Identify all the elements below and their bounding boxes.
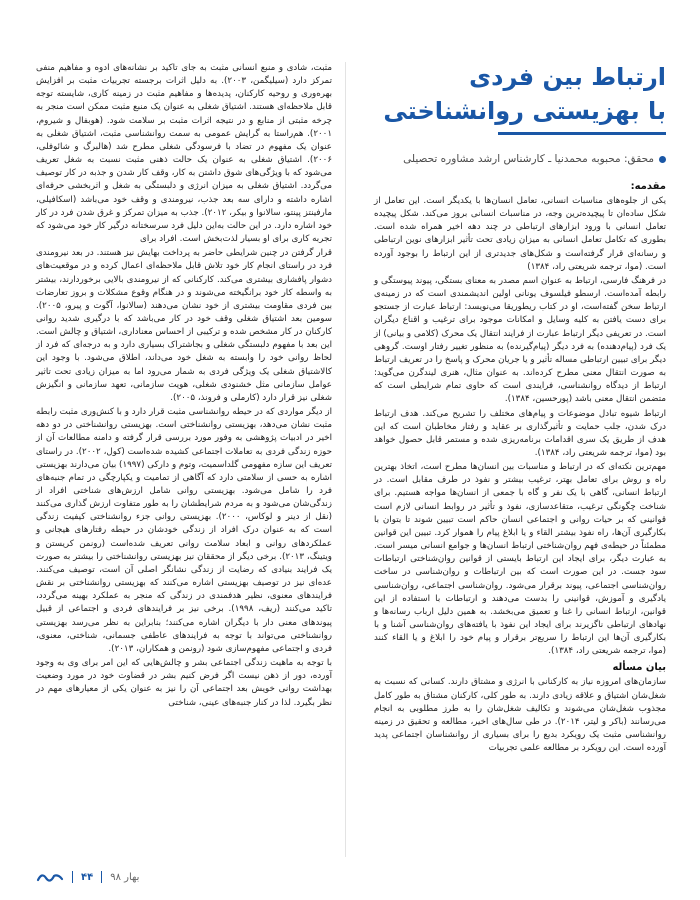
- body-paragraph: از دیگر مواردی که در حیطه روانشناسی مثبت قرار دارد و با کنش‌وری مثبت رابطه مثبت نشان می‌دهد، بهزیستی روانشناختی است. بهزیستی روانشناختی در دو دهه اخیر در ادبیات پژوهشی به وفور مورد بررسی قرار گرفته و دامنه مطالعات آن از حوزه زندگی فردی به تعاملات اجتماعی کشیده شده‌است (کول، ۲۰۰۲). در راستای تعریف این سازه مفهومی گلداسمیت، وتوم و دارکی (۱۹۹۷) بیان می‌دارند بهزیستی اشاره به حسی از سلامتی دارد که آگاهی از تمامیت و یکپارچگی در تمام جنبه‌های فرد را شامل می‌شود. بهزیستی روانی شامل ارزش‌های شناختی افراد از زندگی‌شان می‌شود و به مردم شرایطشان را به طور متفاوت ارزش گذاری می‌کنند (نقل از دینر و لوکاس، ۲۰۰۰). بهزیستی روانی جزء روانشناختی کیفیت زندگی است که به عنوان درک افراد از زندگی خودشان در حیطه رفتارهای هیجانی و عملکردهای روانی و ابعاد سلامت روانی تعریف شده‌است (رونمن کریستن و ویتینگ، ۲۰۱۳). برخی دیگر از محققان نیز بهزیستی روانشناختی را بیشتر به صورت یک فرایند بنیادی که رضایت از زندگی نشانگر اصلی آن است، توصیف می‌کنند. عده‌ای نیز در توصیف بهزیستی اشاره می‌کنند که بهزیستی روانشناختی بر نقش فرایندهای معنوی، نظیر هدفمندی در زندگی که منجر به عملکرد بهینه می‌گردد، تاکید می‌کنند (ریف، ۱۹۹۸). برخی نیز بر فرایندهای فردی و اجتماعی از قبیل پیوندهای معنی دار با دیگران اشاره می‌کنند؛ بنابراین به نظر می‌رسد بهزیستی روانشناختی می‌تواند با توجه به فرایندهای عاطفی جسمانی، شناختی، معنوی، فردی و اجتماعی مفهوم‌سازی شود (رونمن و همکاران، ۲۰۱۳).: [36, 407, 332, 654]
- column-divider: [345, 62, 346, 857]
- left-column: [36, 62, 332, 711]
- bullet-icon: [659, 156, 666, 163]
- intro-paragraph: ارتباط شیوه تبادل موضوعات و پیام‌های مختلف را تشریح می‌کند. هدف ارتباط درک شدن، جلب حمایت و تأثیرگذاری بر عقاید و رفتار مخاطبان است که این هدف از طریق یک سری اقدامات برنامه‌ریزی شده و مستمر قابل حصول خواهد بود (موا، ترجمه شریعتی راد، ۱۳۸۴).: [374, 408, 666, 458]
- article-title-block: [374, 60, 666, 141]
- page-number: ۴۴: [81, 871, 94, 883]
- footer-separator: [101, 871, 102, 883]
- intro-paragraph: مهم‌ترین نکته‌ای که در ارتباط و مناسبات بین انسان‌ها مطرح است، اتخاذ بهترین راه و روش برای تعامل بهتر، ترغیب بیشتر و نفوذ در طرف مقابل است. در ارتباط انسانی، گاهی با یک نفر و گاه با جمعی از انسان‌ها مواجه هستیم. برای شناخت چگونگی ترغیب، متقاعدسازی، نفوذ و تأثیر در روابط انسانی لازم است قوانینی که بر حیات روانی و اجتماعی انسان حاکم است تبیین شوند تا بتوان با بکارگیری آن‌ها، راه نفوذ بیشتر القاء و یا ابلاغ پیام را هموار کرد. تبیین این قوانین مطمئناً در حیطه‌ی فهم روان‌شناختی ارتباط انسان‌ها و جوامع انسانی میسر است. به عبارت دیگر، برای ایجاد این ارتباط بایستی از قوانین روان‌شناختی ارتباطات سود جست. در این صورت است که بین ارتباطات و روان‌شناسی در ساخت روان‌شناسی اجتماعی، پیوند برقرار می‌شود. روان‌شناسی اجتماعی، روان‌شناسی یادگیری و آموزش، قوانینی را بدست می‌دهند و ارتباطات با استفاده از این قوانین، ارتباط انسانی را غنا و تعمیق می‌بخشد. به همین دلیل ارباب رسانه‌ها و نهادهای ارتباطی ناگزیرند برای ایجاد این نفوذ با یافته‌های روان‌شناسی آشنا و با بکارگیری آن‌ها این ارتباط را سریع‌تر برقرار و پیام خود را ابلاغ و یا القاء کنند (موا، ترجمه شریعتی راد، ۱۳۸۴).: [374, 462, 666, 657]
- issue-label: بهار ۹۸: [110, 871, 140, 883]
- intro-paragraph: در فرهنگ فارسی، ارتباط به عنوان اسم مصدر به معنای بستگی، پیوند پیوستگی و رابطه آمده‌است. ارسطو فیلسوف یونانی اولین اندیشمندی است که در زمینه‌ی ارتباط سخن گفته‌است، او در کتاب ریطوریقا می‌نویسد: ارتباط عبارت از جستجو برای دست یافتن به کلیه وسایل و امکانات موجود برای ترغیب و اقناع دیگران است. در تعریفی دیگر ارتباط عبارت از فرایند انتقال یک محرک (کلامی و بیانی) از یک فرد (پیام‌دهنده) به فرد دیگر (پیام‌گیرنده) به منظور تغییر رفتار اوست. گروهی دیگر برای تبیین ارتباطی مساله تأثیر و یا جریان محرک و پاسخ را در تعریف ارتباط به صورت انتقال معنی مطرح کرده‌اند. به عنوان مثال، هنری لیندگرن می‌گوید: ارتباط از دیدگاه روانشناسی، فرایندی است که حاوی تمام شرایطی است که متضمن انتقال معنی باشد (پورحسین، ۱۳۸۴).: [374, 275, 666, 405]
- body-paragraph: مثبت، شادی و منبع انسانی مثبت به جای تاکید بر نشانه‌های ادوه و مفاهیم منفی تمرکز دارد (سیلیگمن، ۲۰۰۳). به دلیل اثرات برجسته تجربیات مثبت بر افزایش بهره‌وری و روحیه کارکنان، پدیده‌ها و مفاهیم مثبت در زمینه کاری، شایسته توجه قابل ملاحظه‌ای هستند. اشتیاق شغلی به عنوان یک منبع مثبت ممکن است منجر به چرخه مثبتی از منابع و در نتیجه اثرات مثبت بر سلامت شود. (هوبفال و شیروم، ۲۰۰۱). هم‌راستا به گرایش عمومی به سمت روانشناسی مثبت، اشتیاق شغلی به عنوان یک مفهوم در تضاد با فرسودگی شغلی مطرح شد (هالبرگ و شائوفلی، ۲۰۰۶). اشتیاق شغلی به عنوان یک حالت ذهنی مثبت نسبت به شغل تعریف می‌شود که با ویژگی‌های شوق داشتن به کار، وقف کار شدن و جذبه در کار توصیف می‌گردد. اشتیاق شغلی به میزان انرژی و دلبستگی به شغل و اثربخشی حرفه‌ای اشاره داشته و دارای سه بعد جذب، نیرومندی و وقف خود می‌باشد (اسکافیلی، مارفینتز پینتو، سالانوا و بیکر، ۲۰۱۲). جذب به میزان تمرکز و غرق شدن فرد در کار خود اشاره دارد. در این حالت به‌این دلیل فرد سرسختانه درگیر کار خود می‌شود که تجربه کاری برای او بسیار لذت‌بخش است. افراد برای: [36, 63, 333, 245]
- magazine-logo-icon: [36, 870, 64, 884]
- body-paragraph: قرار گرفتن در چنین شرایطی حاضر به پرداخت بهایش نیز هستند. در بعد نیرومندی فرد در راستای انجام کار خود تلاش قابل ملاحظه‌ای اعمال کرده و در موقعیت‌های دشوار پافشاری بیشتری می‌کند. کارکنانی که از نیرومندی بالایی برخوردارند، بیشتر به واسطه کار خود برانگیخته می‌شوند و در هنگام وقوع مشکلات و بروز تعارضات بین فردی مقاومت بیشتری از خود نشان می‌دهند (سالانوا، آگوت و پیرو، ۲۰۰۵). سومین بعد اشتیاق شغلی وقف خود در کار می‌باشد که با درگیری شدید روانی کارکنان در کار مشخص شده و ترکیبی از احساس معناداری، اشتیاق و چالش است. این بعد با مفهوم دلبستگی شغلی و بجاشتراک بسیاری دارد و به درجه‌ای که فرد از لحاظ روانی خود را وابسته به شغل خود می‌داند، اطلاق می‌شود. با وجود این کالاشتیاق شغلی یک ویژگی فردی به شمار می‌رود اما به میزان زیادی تحت تاثیر عوامل سازمانی مثل خشنودی شغلی، هویت سازمانی، تعهد سازمانی و انگیزش شغلی نیز قرار دارد (کارملی و فرونذ، ۲۰۰۵).: [36, 248, 332, 403]
- problem-heading: بیان مسأله: [612, 662, 666, 674]
- body-paragraph: با توجه به ماهیت زندگی اجتماعی بشر و چالش‌هایی که این امر برای وی به وجود آورده، دور از ذهن نیست اگر فرض کنیم بشر در قضاوت خود در مورد وضعیت بهداشت روانی خویش بعد اجتماعی آن را نیز به عنوان یکی از معیارهای مهم در نظر بگیرد. لذا در کنار جنبه‌های عینی، شناختی: [36, 658, 332, 708]
- author-text: محقق: محبوبه محمدنیا ـ کارشناس ارشد مشاوره تحصیلی: [403, 153, 654, 165]
- author-byline: [374, 153, 666, 165]
- intro-paragraph: یکی از جلوه‌های مناسبات انسانی، تعامل انسان‌ها با یکدیگر است. این تعامل از شکل ساده‌ان تا پیچیده‌ترین وجه، در مناسبات انسانی بروز می‌کند. شکل پیچیده تعامل انسانی با ورود ابزارهای ارتباطی در چند دهه‌ اخیر همراه شده است. بطوری که تکامل تعامل انسانی به میزان زیادی تحت تأثیر ابزارهای نوین ارتباطی و رسانه‌ای قرار گرفته‌است و شکل‌های جدیدتری از این ارتباط را بوجود آورده است. (موا، ترجمه شریعتی راد، ۱۳۸۴): [374, 196, 666, 272]
- article-title-line-1: ارتباط بین فردی: [469, 63, 666, 91]
- page-footer: [36, 870, 139, 884]
- title-underline: [498, 132, 666, 135]
- intro-heading: مقدمه:: [630, 181, 666, 192]
- article-title-line-2: با بهزیستی روانشناختی: [383, 97, 666, 125]
- right-column: [374, 60, 666, 756]
- problem-paragraph: سازمان‌های امروزه نیاز به کارکنانی با انرژی و مشتاق دارند. کسانی که نسبت به شغل‌شان اشتیاق و علاقه زیادی دارند. به طور کلی، کارکنان مشتاق به طور کامل مجذوب شغل‌شان می‌شوند و تکالیف شغل‌شان را به طرز مطلوبی به انجام می‌رسانند (باکر و لیتر، ۲۰۱۴). در طی سال‌های اخیر، مطالعه و تحقیق در زمینه روانشناسی مثبت یک رویکرد بدیع را برای بسیاری از روانشناسان اجتماعی پدید آورده است. این رویکرد بر مطالعه علمی تجربیات: [374, 677, 666, 754]
- footer-separator: [72, 871, 73, 883]
